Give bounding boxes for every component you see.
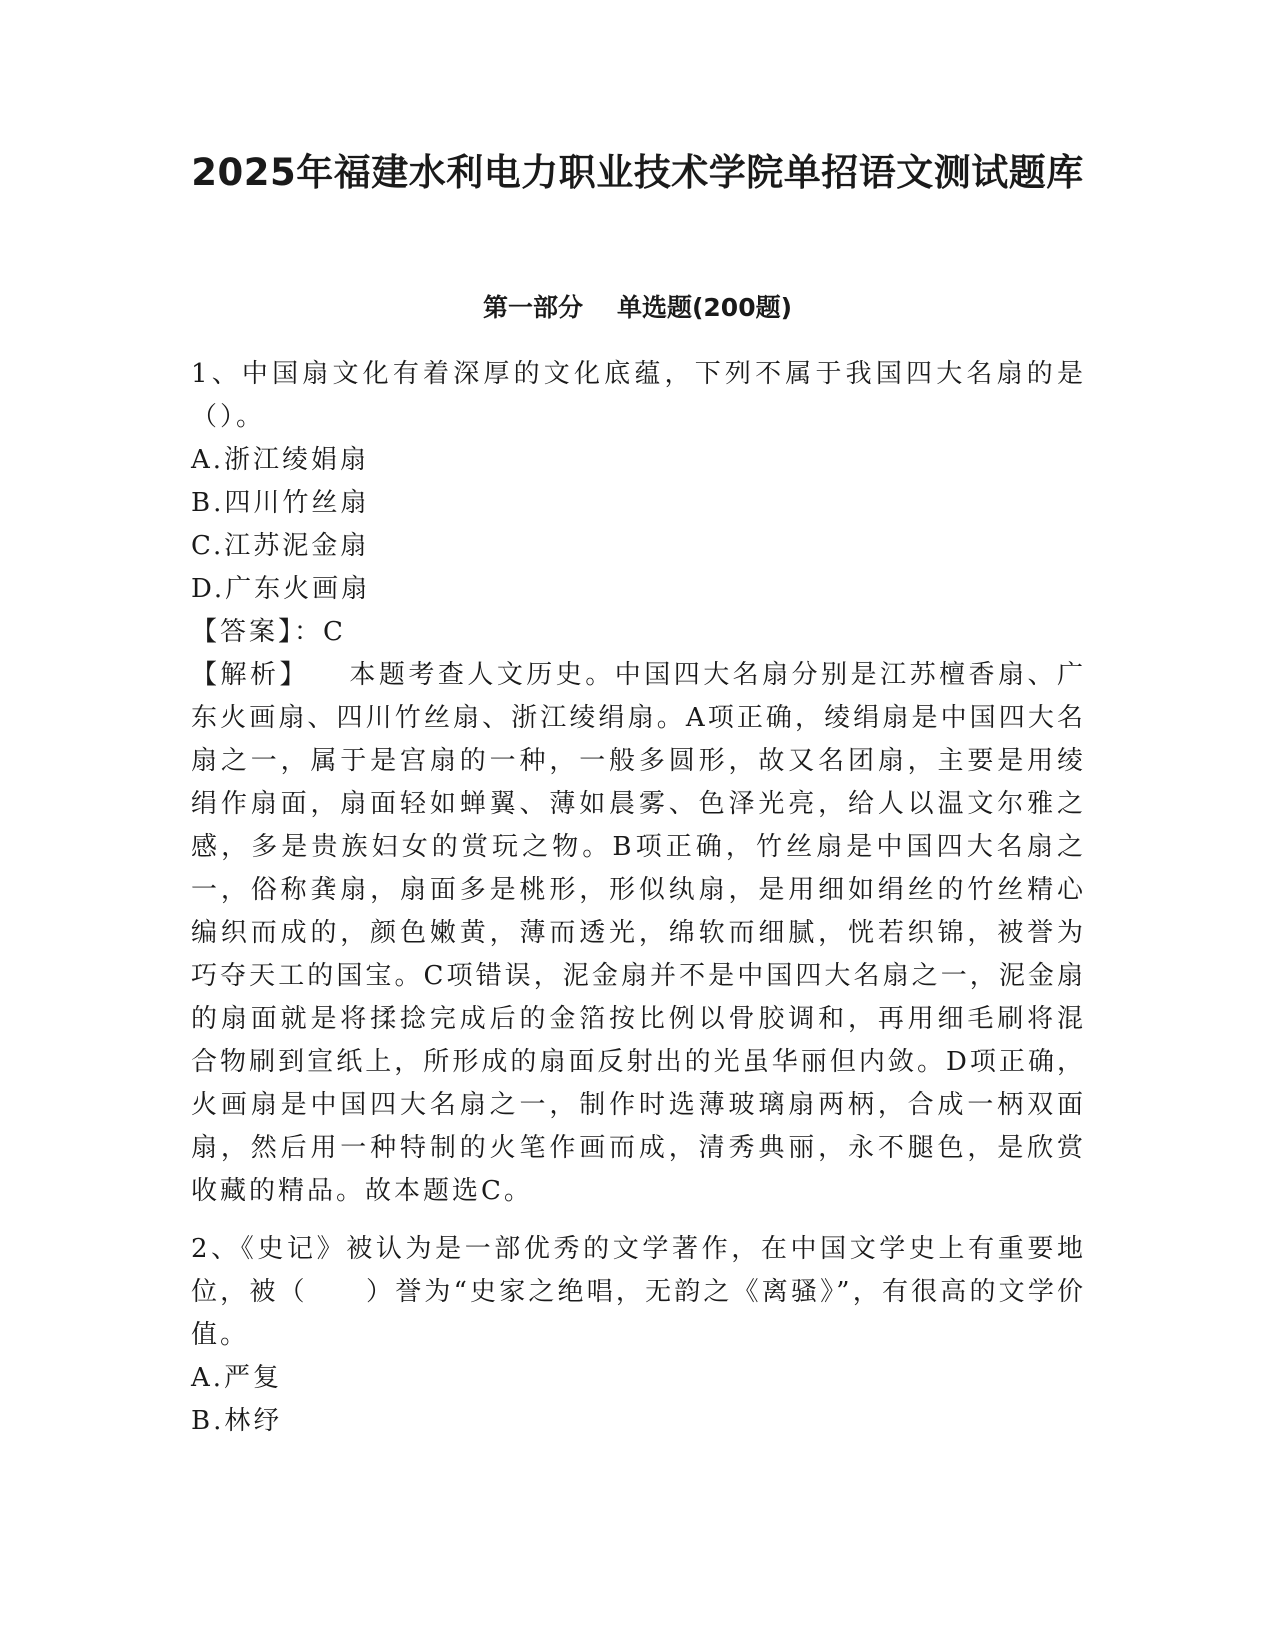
section-label: 第一部分 bbox=[482, 293, 583, 322]
answer-line bbox=[191, 611, 1086, 654]
answer-value: C bbox=[323, 617, 346, 647]
section-heading bbox=[0, 290, 1275, 326]
analysis-text: 本题考查人文历史。中国四大名扇分别是江苏檀香扇、广东火画扇、四川竹丝扇、浙江绫绢扇。A项正确，绫绢扇是中国四大名扇之一，属于是宫扇的一种，一般多圆形，故又名团扇，主要是用绫绢作扇面，扇面轻如蝉翼、薄如晨雾、色泽光亮，给人以温文尔雅之感，多是贵族妇女的赏玩之物。B项正确，竹丝扇是中国四大名扇之一，俗称龚扇，扇面多是桃形，形似纨扇，是用细如绢丝的竹丝精心编织而成的，颜色嫩黄，薄而透光，绵软而细腻，恍若织锦，被誉为巧夺天工的国宝。C项错误，泥金扇并不是中国四大名扇之一，泥金扇的扇面就是将揉捻完成后的金箔按比例以骨胶调和，再用细毛刷将混合物刷到宣纸上，所形成的扇面反射出的光虽华丽但内敛。D项正确，火画扇是中国四大名扇之一，制作时选薄玻璃扇两柄，合成一柄双面扇，然后用一种特制的火笔作画而成，清秀典丽，永不腿色，是欣赏收藏的精品。故本题选C。 bbox=[191, 660, 1086, 1206]
option-a: A.浙江绫娟扇 bbox=[191, 445, 370, 475]
question-item bbox=[191, 1228, 1086, 1443]
question-item bbox=[191, 353, 1086, 1213]
question-stem: 1、中国扇文化有着深厚的文化底蕴，下列不属于我国四大名扇的是（）。 bbox=[191, 359, 1086, 432]
option-b: B.四川竹丝扇 bbox=[191, 488, 370, 518]
option-c: C.江苏泥金扇 bbox=[191, 531, 370, 561]
option-b: B.林纾 bbox=[191, 1406, 283, 1436]
option-d: D.广东火画扇 bbox=[191, 574, 371, 604]
question-stem: 2、《史记》被认为是一部优秀的文学著作，在中国文学史上有重要地位，被（ ）誉为“史家之绝唱，无韵之《离骚》”，有很高的文学价值。 bbox=[191, 1234, 1086, 1350]
section-name: 单选题(200题) bbox=[616, 293, 793, 322]
document-title: 2025年福建水利电力职业技术学院单招语文测试题库 bbox=[191, 151, 1084, 194]
analysis-label: 【解析】 bbox=[191, 660, 309, 690]
answer-label: 【答案】： bbox=[191, 617, 324, 647]
question-list bbox=[191, 353, 1086, 1443]
analysis-paragraph bbox=[191, 654, 1086, 1213]
option-a: A.严复 bbox=[191, 1363, 283, 1393]
